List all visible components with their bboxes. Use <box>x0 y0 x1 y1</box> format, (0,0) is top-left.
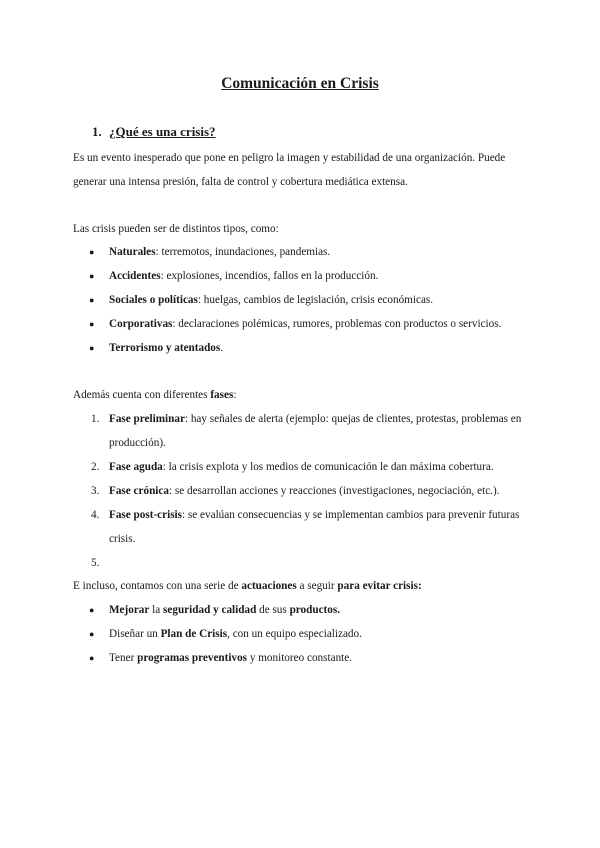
list-item: Fase post-crisis: se evalúan consecuencias y se implementan cambios para prevenir futuras <box>109 509 520 521</box>
bullet-icon: ● <box>89 653 95 663</box>
intro-paragraph-line-1: Es un evento inesperado que pone en peligro la imagen y estabilidad de una organización. Puede <box>73 152 506 164</box>
list-number: 2. <box>91 461 100 473</box>
bullet-icon: ● <box>89 271 95 281</box>
list-number: 1. <box>91 413 100 425</box>
list-number: 5. <box>91 557 100 569</box>
bullet-icon: ● <box>89 343 95 353</box>
document-title: Comunicación en Crisis <box>221 75 379 92</box>
list-number: 3. <box>91 485 100 497</box>
list-item: Mejorar la seguridad y calidad de sus productos. <box>109 604 341 616</box>
list-item: Naturales: terremotos, inundaciones, pandemias. <box>109 246 331 258</box>
bullet-icon: ● <box>89 247 95 257</box>
section-heading-text: ¿Qué es una crisis? <box>109 124 216 139</box>
list-item: Corporativas: declaraciones polémicas, rumores, problemas con productos o servicios. <box>109 318 502 330</box>
list-item: Terrorismo y atentados. <box>109 342 224 354</box>
intro-paragraph-line-2: generar una intensa presión, falta de control y cobertura mediática extensa. <box>73 176 408 188</box>
bullet-icon: ● <box>89 605 95 615</box>
bullet-icon: ● <box>89 295 95 305</box>
bullet-icon: ● <box>89 629 95 639</box>
list-item: Sociales o políticas: huelgas, cambios de legislación, crisis económicas. <box>109 294 434 306</box>
list-item-continuation: crisis. <box>109 533 136 545</box>
list-item: Fase crónica: se desarrollan acciones y reacciones (investigaciones, negociación, etc.). <box>109 485 500 497</box>
list-item: Fase preliminar: hay señales de alerta (ejemplo: quejas de clientes, protestas, problemas en <box>109 413 522 425</box>
section-heading <box>92 124 216 140</box>
list-item-continuation: producción). <box>109 437 166 449</box>
list-item: Accidentes: explosiones, incendios, fallos en la producción. <box>109 270 379 282</box>
bullet-icon: ● <box>89 319 95 329</box>
list-item: Fase aguda: la crisis explota y los medios de comunicación le dan máxima cobertura. <box>109 461 494 473</box>
section-number: 1. <box>92 124 102 139</box>
list-number: 4. <box>91 509 100 521</box>
phases-intro: Además cuenta con diferentes fases: <box>73 389 237 401</box>
types-intro: Las crisis pueden ser de distintos tipos, como: <box>73 223 279 235</box>
list-item: Tener programas preventivos y monitoreo constante. <box>109 652 353 664</box>
actions-intro: E incluso, contamos con una serie de actuaciones a seguir para evitar crisis: <box>73 580 422 592</box>
list-item: Diseñar un Plan de Crisis, con un equipo especializado. <box>109 628 362 640</box>
